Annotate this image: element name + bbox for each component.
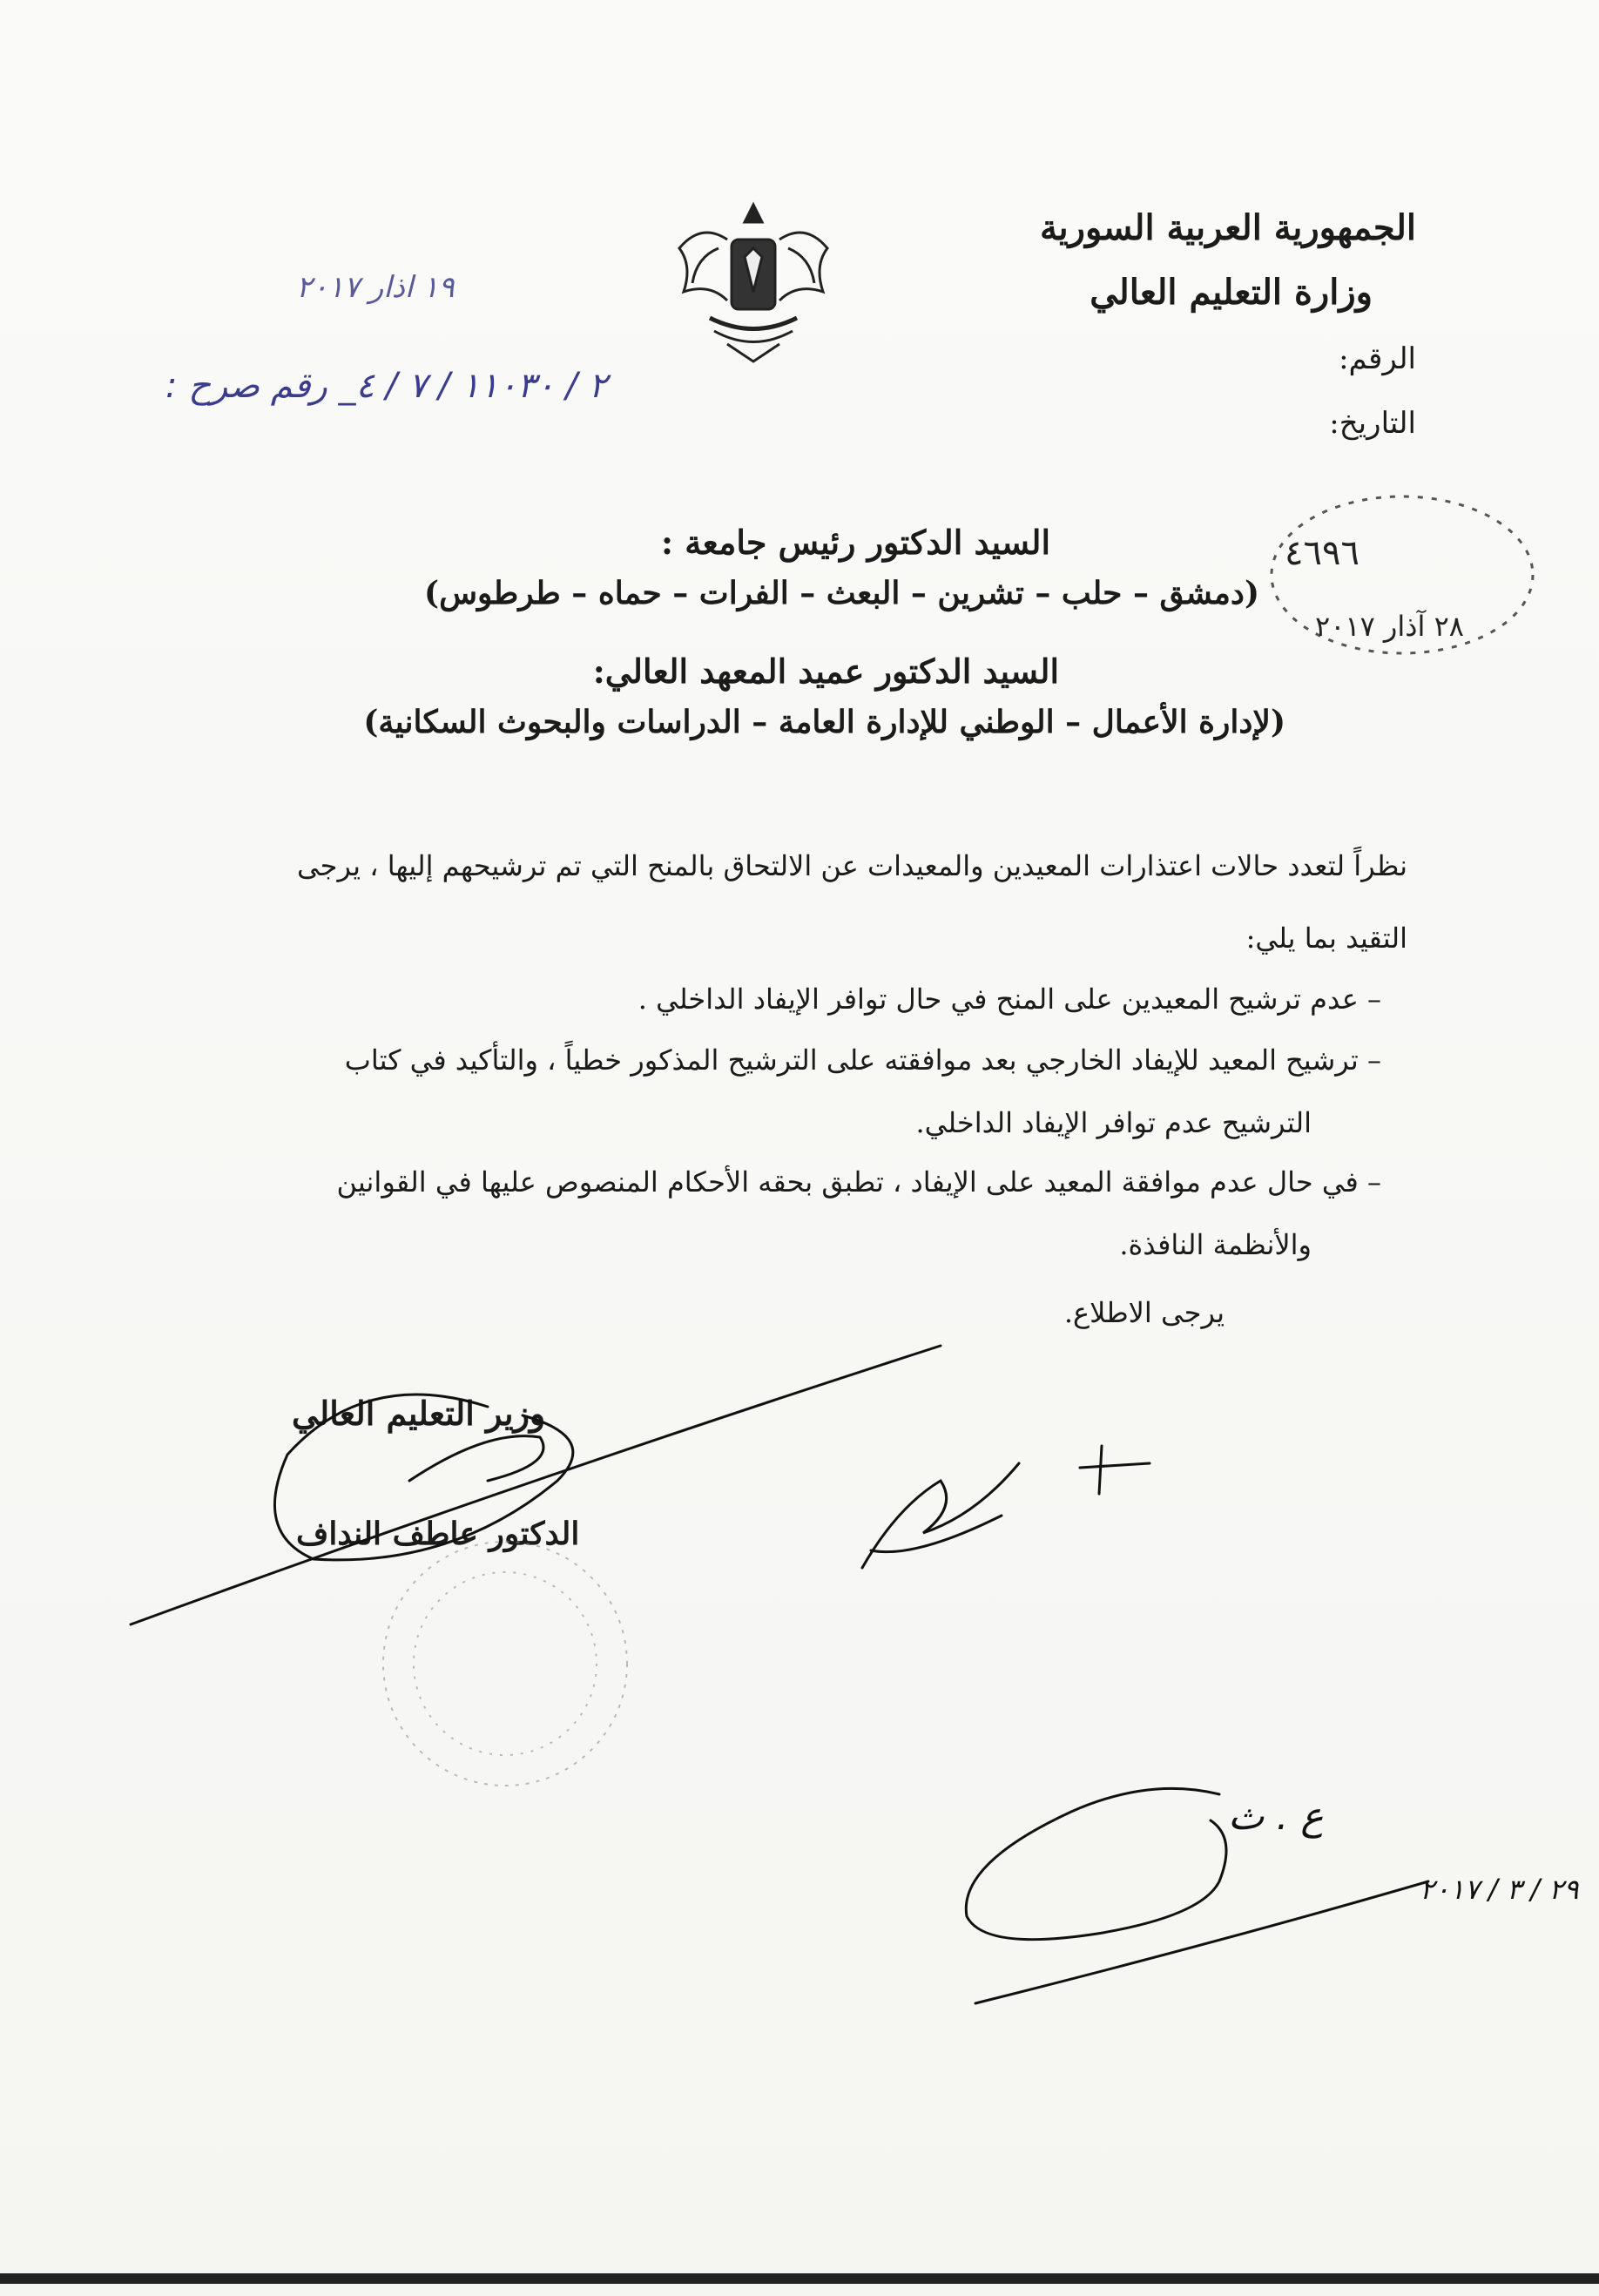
received-stamp-date: ٢٨ آذار ٢٠١٧ <box>1315 610 1464 643</box>
addressee-universities-list: (دمشق – حلب – تشرين – البعث – الفرات – حماه – طرطوس) <box>424 575 1259 611</box>
addressee-institute-dean: السيد الدكتور عميد المعهد العالي: <box>592 652 1059 691</box>
handwritten-reference: ٢ / ١١٠٣٠ / ٧ / ٤_ رقم صرح : <box>165 366 608 406</box>
header-ministry: وزارة التعليم العالي <box>1090 272 1373 313</box>
body-paragraph-2: التقيد بما يلي: <box>1245 922 1407 955</box>
header-date-label: التاريخ: <box>1329 406 1416 441</box>
marginal-note-initials: ع . ث <box>1228 1794 1324 1839</box>
header-number-label: الرقم: <box>1339 341 1416 376</box>
bottom-border <box>0 2273 1599 2284</box>
body-bullet-2-continuation: الترشيح عدم توافر الإيفاد الداخلي. <box>915 1106 1312 1139</box>
addressee-institutes-list: (لإدارة الأعمال – الوطني للإدارة العامة – الدراسات والبحوث السكانية) <box>363 704 1285 740</box>
body-bullet-2: – ترشيح المعيد للإيفاد الخارجي بعد موافقته على الترشيح المذكور خطياً ، والتأكيد في كتاب <box>344 1043 1381 1077</box>
body-bullet-1: – عدم ترشيح المعيدين على المنح في حال توافر الإيفاد الداخلي . <box>638 983 1381 1016</box>
addressee-university-president: السيد الدكتور رئيس جامعة : <box>661 523 1050 562</box>
body-bullet-3: – في حال عدم موافقة المعيد على الإيفاد ، تطبق بحقه الأحكام المنصوص عليها في القوانين <box>336 1165 1381 1199</box>
signature-name: الدكتور عاطف النداف <box>296 1516 580 1552</box>
marginal-note-date: ٢٩ / ٣ / ٢٠١٧ <box>1420 1873 1579 1906</box>
signature-title: وزير التعليم العالي <box>292 1394 546 1433</box>
body-paragraph-1: نظراً لتعدد حالات اعتذارات المعيدين والمعيدات عن الالتحاق بالمنح التي تم ترشيحهم إليها ، يرجى <box>297 849 1407 882</box>
received-stamp-number: ٤٦٩٦ <box>1285 533 1359 573</box>
closing-line: يرجى الاطلاع. <box>1063 1296 1225 1329</box>
body-bullet-3-continuation: والأنظمة النافذة. <box>1119 1228 1312 1261</box>
handwritten-date: ١٩ اذار ٢٠١٧ <box>296 270 455 305</box>
header-country: الجمهورية العربية السورية <box>1040 207 1416 248</box>
